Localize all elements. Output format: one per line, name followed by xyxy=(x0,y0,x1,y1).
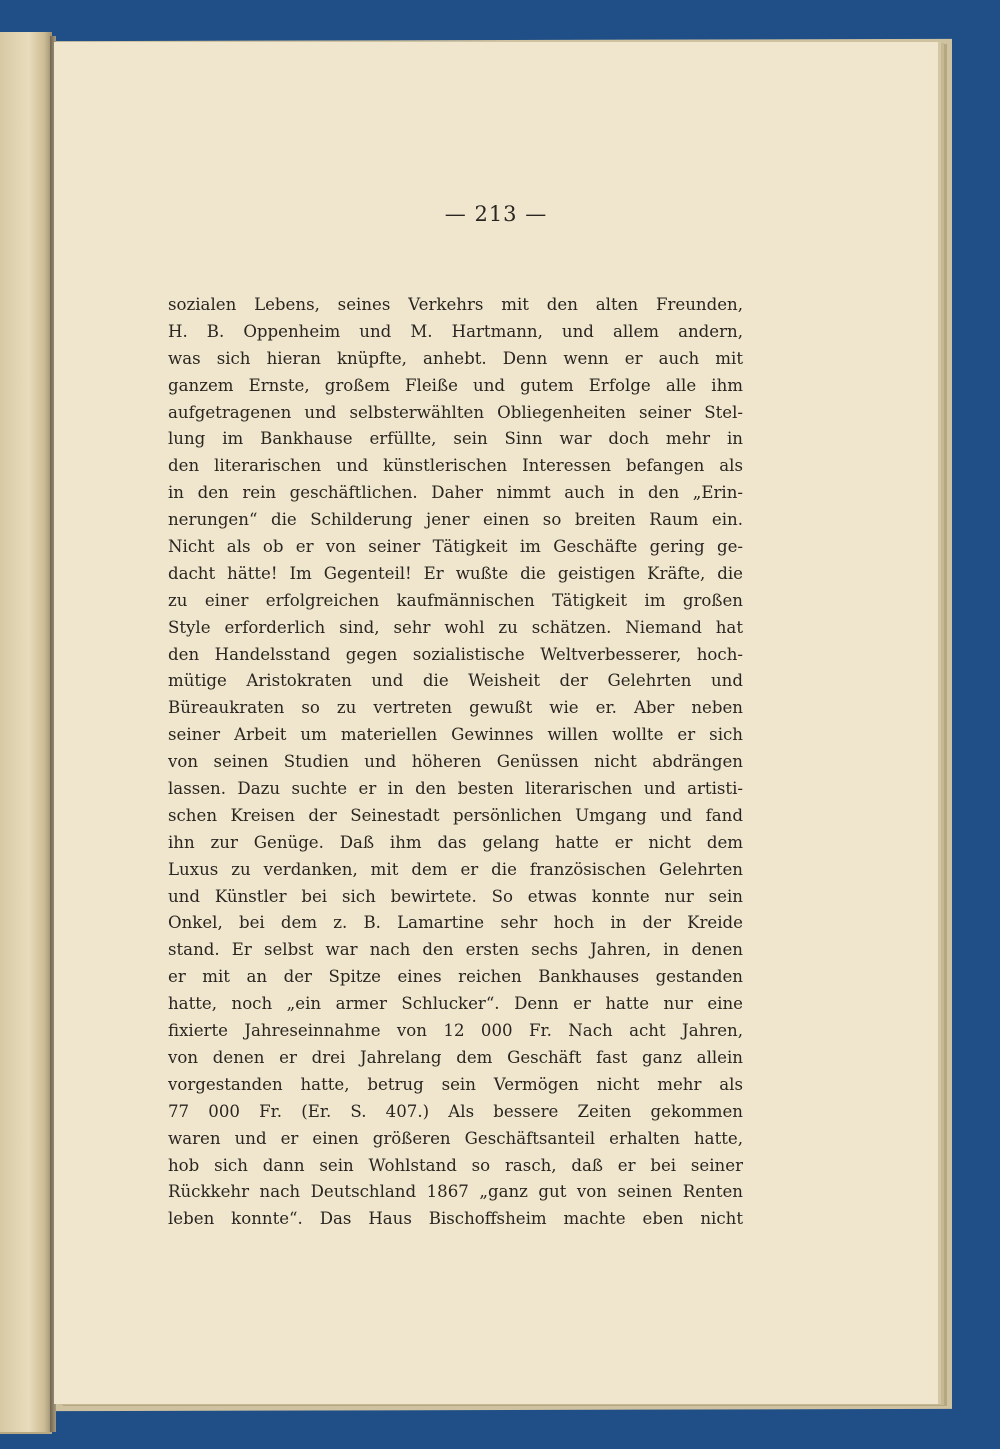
text-line: schen Kreisen der Seinestadt persönlichen Umgang und fand xyxy=(168,805,743,825)
text-line: H. B. Oppenheim und M. Hartmann, und allem andern, xyxy=(168,321,743,341)
text-line: von denen er drei Jahrelang dem Geschäft fast ganz allein xyxy=(168,1047,743,1067)
text-line: den Handelsstand gegen sozialistische Weltverbesserer, hoch- xyxy=(168,644,743,664)
text-line: leben konnte“. Das Haus Bischoffsheim machte eben nicht xyxy=(168,1209,743,1229)
text-line: seiner Arbeit um materiellen Gewinnes willen wollte er sich xyxy=(168,725,743,745)
text-line: den literarischen und künstlerischen Interessen befangen als xyxy=(168,456,743,476)
text-line: sozialen Lebens, seines Verkehrs mit den alten Freunden, xyxy=(168,295,743,314)
left-page-edge xyxy=(0,32,52,1434)
text-line: Style erforderlich sind, sehr wohl zu schätzen. Niemand hat xyxy=(168,617,743,637)
text-line: Büreaukraten so zu vertreten gewußt wie er. Aber neben xyxy=(168,698,743,718)
text-line: ganzem Ernste, großem Fleiße und gutem Erfolge alle ihm xyxy=(168,375,743,395)
text-line: was sich hieran knüpfte, anhebt. Denn wenn er auch mit xyxy=(168,348,743,368)
page-number: — 213 — xyxy=(444,202,548,226)
text-line: er mit an der Spitze eines reichen Bankhauses gestanden xyxy=(168,967,743,987)
text-line: dacht hätte! Im Gegenteil! Er wußte die geistigen Kräfte, die xyxy=(168,563,743,583)
text-line: aufgetragenen und selbsterwählten Obliegenheiten seiner Stel- xyxy=(168,402,743,422)
text-line: in den rein geschäftlichen. Daher nimmt auch in den „Erin- xyxy=(168,483,743,503)
page-body-text xyxy=(168,292,743,1233)
text-line: mütige Aristokraten und die Weisheit der Gelehrten und xyxy=(168,671,743,691)
text-line: ihn zur Genüge. Daß ihm das gelang hatte er nicht dem xyxy=(168,832,743,852)
text-line: von seinen Studien und höheren Genüssen nicht abdrängen xyxy=(168,752,743,772)
text-line: hob sich dann sein Wohlstand so rasch, daß er bei seiner xyxy=(168,1155,743,1175)
text-line: fixierte Jahreseinnahme von 12 000 Fr. Nach acht Jahren, xyxy=(168,1021,743,1041)
text-line: Rückkehr nach Deutschland 1867 „ganz gut von seinen Renten xyxy=(168,1182,743,1202)
text-line: Nicht als ob er von seiner Tätigkeit im Geschäfte gering ge- xyxy=(168,537,743,557)
text-line: und Künstler bei sich bewirtete. So etwas konnte nur sein xyxy=(168,886,743,906)
text-line: Onkel, bei dem z. B. Lamartine sehr hoch in der Kreide xyxy=(168,913,743,933)
text-line: vorgestanden hatte, betrug sein Vermögen nicht mehr als xyxy=(168,1074,743,1094)
text-line: lung im Bankhause erfüllte, sein Sinn war doch mehr in xyxy=(168,429,743,449)
text-line: zu einer erfolgreichen kaufmännischen Tätigkeit im großen xyxy=(168,590,743,610)
text-line: hatte, noch „ein armer Schlucker“. Denn er hatte nur eine xyxy=(168,994,743,1014)
text-line: lassen. Dazu suchte er in den besten literarischen und artisti- xyxy=(168,779,743,799)
text-line: Luxus zu verdanken, mit dem er die französischen Gelehrten xyxy=(168,859,743,879)
book-page xyxy=(54,42,938,1404)
text-line: waren und er einen größeren Geschäftsanteil erhalten hatte, xyxy=(168,1128,743,1148)
text-line: 77 000 Fr. (Er. S. 407.) Als bessere Zeiten gekommen xyxy=(168,1101,743,1121)
text-line: nerungen“ die Schilderung jener einen so breiten Raum ein. xyxy=(168,510,743,530)
text-line: stand. Er selbst war nach den ersten sechs Jahren, in denen xyxy=(168,940,743,960)
